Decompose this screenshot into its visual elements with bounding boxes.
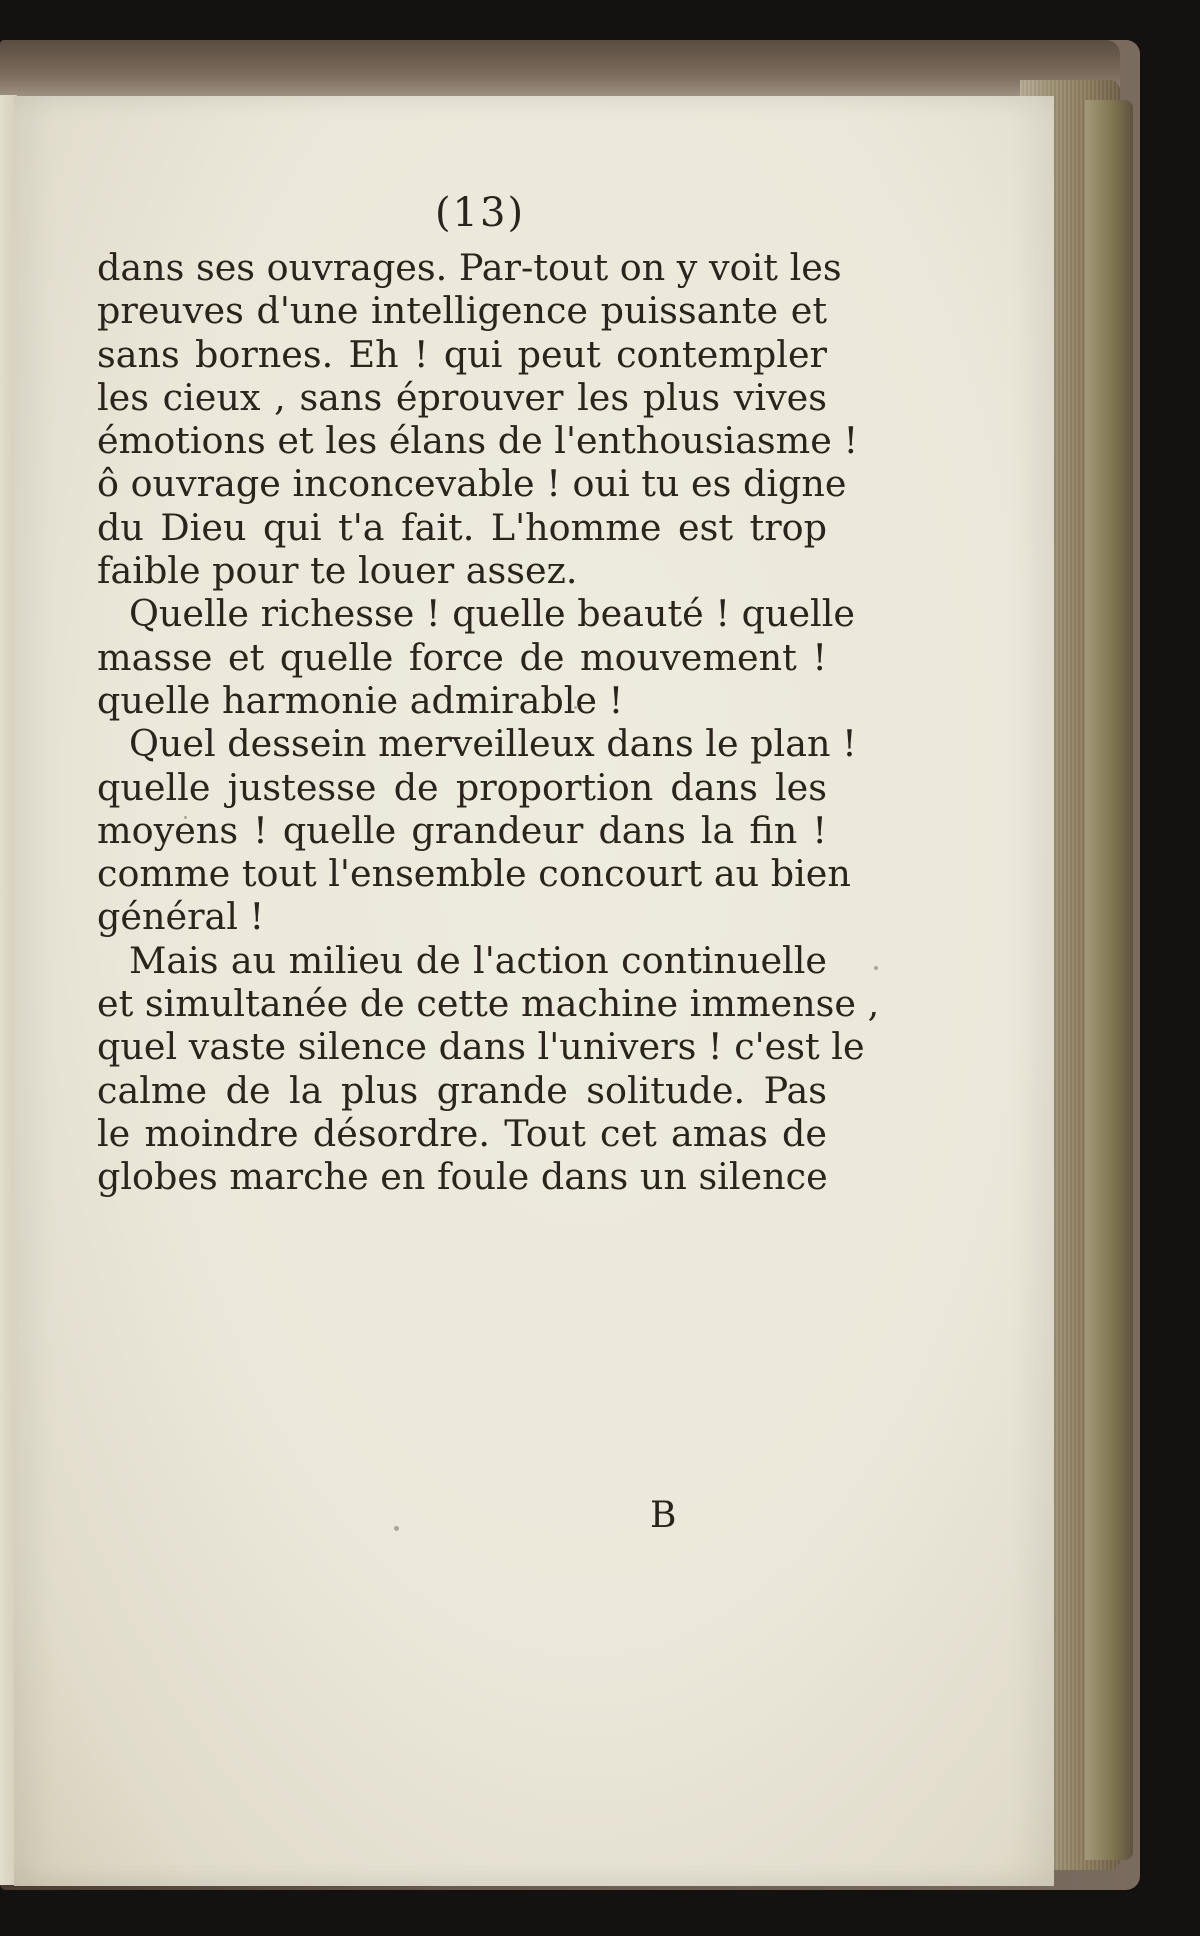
- text-line: Quelle richesse ! quelle beauté ! quelle: [129, 592, 856, 636]
- text-line: preuves d'une intelligence puissante et: [97, 289, 827, 333]
- text-line: le moindre désordre. Tout cet amas de: [97, 1111, 827, 1155]
- text-line: ô ouvrage inconcevable ! oui tu es digne: [97, 462, 847, 506]
- text-line: comme tout l'ensemble concourt au bien: [97, 852, 851, 896]
- back-cover-edge: [1085, 100, 1133, 1860]
- text-line: sans bornes. Eh ! qui peut contempler: [97, 332, 827, 376]
- text-line: les cieux , sans éprouver les plus vives: [97, 375, 827, 419]
- text-line: quelle harmonie admirable !: [97, 678, 624, 722]
- text-line: moyens ! quelle grandeur dans la fin !: [97, 808, 827, 852]
- text-line: faible pour te louer assez.: [97, 549, 578, 593]
- signature-mark: B: [650, 1495, 677, 1536]
- text-line: quelle justesse de proportion dans les: [97, 765, 827, 809]
- book-top-edge: [0, 40, 1120, 100]
- text-line: et simultanée de cette machine immense ,: [97, 982, 880, 1026]
- text-line: globes marche en foule dans un silence: [97, 1155, 828, 1199]
- text-line: dans ses ouvrages. Par-tout on y voit les: [97, 246, 842, 289]
- paper-speck: [874, 966, 878, 970]
- text-line: Mais au milieu de l'action continuelle: [129, 938, 827, 982]
- page-number-header: (13): [434, 190, 526, 236]
- text-line: général !: [97, 895, 265, 939]
- paper-speck: [394, 1526, 399, 1531]
- text-line: masse et quelle force de mouvement !: [97, 635, 827, 679]
- text-line: émotions et les élans de l'enthousiasme !: [97, 419, 859, 463]
- text-line: Quel dessein merveilleux dans le plan !: [129, 722, 857, 766]
- text-line: calme de la plus grande solitude. Pas: [97, 1068, 827, 1112]
- text-line: quel vaste silence dans l'univers ! c'est le: [97, 1025, 865, 1069]
- text-line: du Dieu qui t'a fait. L'homme est trop: [97, 505, 827, 549]
- page-body-text: [97, 246, 880, 1199]
